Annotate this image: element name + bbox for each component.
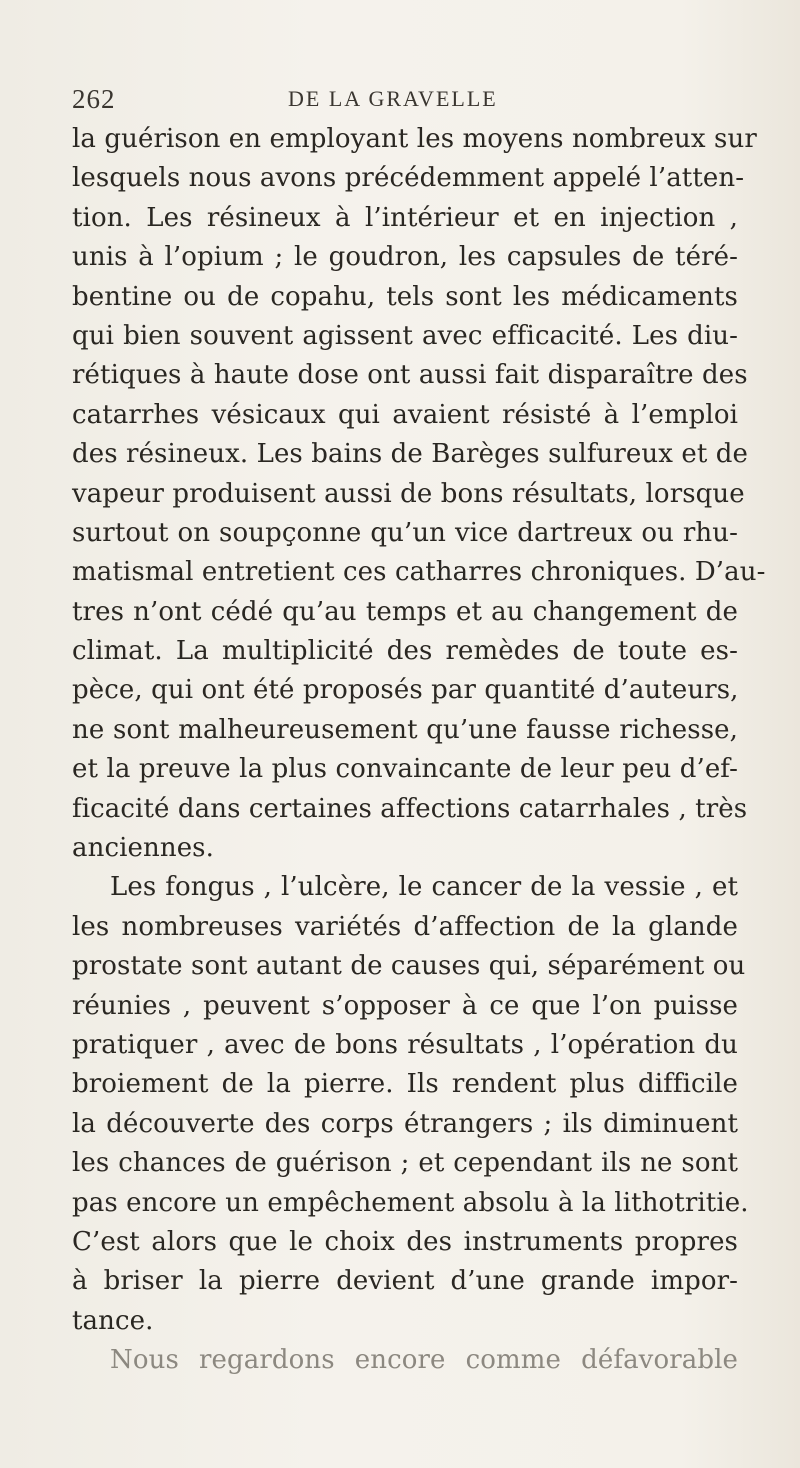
text-line: rétiques à haute dose ont aussi fait disparaître des — [72, 360, 748, 391]
text-line: pèce, qui ont été proposés par quantité d’auteurs, — [72, 675, 739, 706]
body-text — [72, 120, 766, 1381]
text-line: à briser la pierre devient d’une grande impor- — [72, 1266, 738, 1297]
text-line: ficacité dans certaines affections catarrhales , très — [72, 793, 748, 824]
page-number: 262 — [72, 84, 116, 114]
paragraph-start-line: Nous regardons encore comme défavorable — [110, 1345, 738, 1376]
text-line: tres n’ont cédé qu’au temps et au changement de — [72, 596, 738, 627]
text-line: C’est alors que le choix des instruments propres — [72, 1226, 738, 1257]
text-line: la guérison en employant les moyens nombreux sur — [72, 124, 757, 154]
text-line: unis à l’opium ; le goudron, les capsules de téré- — [72, 242, 738, 273]
text-line: climat. La multiplicité des remèdes de toute es- — [72, 636, 738, 667]
text-line: les chances de guérison ; et cependant ils ne sont — [72, 1148, 738, 1179]
text-line: catarrhes vésicaux qui avaient résisté à l’emploi — [72, 399, 738, 430]
text-line: vapeur produisent aussi de bons résultats, lorsque — [72, 478, 745, 509]
text-line: prostate sont autant de causes qui, séparément ou — [72, 951, 746, 982]
text-line: des résineux. Les bains de Barèges sulfureux et de — [72, 439, 748, 470]
text-line: tion. Les résineux à l’intérieur et en injection , — [72, 202, 738, 233]
paragraph-end-line: anciennes. — [72, 833, 214, 864]
text-line: ne sont malheureusement qu’une fausse richesse, — [72, 714, 738, 745]
text-line: matismal entretient ces catharres chroniques. D’au- — [72, 557, 766, 588]
text-line: bentine ou de copahu, tels sont les médicaments — [72, 281, 738, 312]
text-line: broiement de la pierre. Ils rendent plus difficile — [72, 1069, 738, 1100]
text-line: pratiquer , avec de bons résultats , l’opération du — [72, 1029, 738, 1060]
text-line: lesquels nous avons précédemment appelé l’atten- — [72, 163, 745, 194]
running-title: DE LA GRAVELLE — [288, 86, 498, 111]
text-line: surtout on soupçonne qu’un vice dartreux ou rhu- — [72, 517, 738, 548]
text-line: pas encore un empêchement absolu à la lithotritie. — [72, 1187, 749, 1218]
text-line: qui bien souvent agissent avec efficacité. Les diu- — [72, 320, 738, 351]
paragraph-end-line: tance. — [72, 1305, 154, 1336]
text-line: les nombreuses variétés d’affection de la glande — [72, 911, 738, 942]
text-line: et la preuve la plus convaincante de leur peu d’ef- — [72, 754, 738, 785]
paragraph-start-line: Les fongus , l’ulcère, le cancer de la vessie , et — [110, 872, 738, 903]
text-line: réunies , peuvent s’opposer à ce que l’on puisse — [72, 990, 738, 1021]
text-line: la découverte des corps étrangers ; ils diminuent — [72, 1108, 738, 1139]
running-head — [72, 84, 738, 118]
